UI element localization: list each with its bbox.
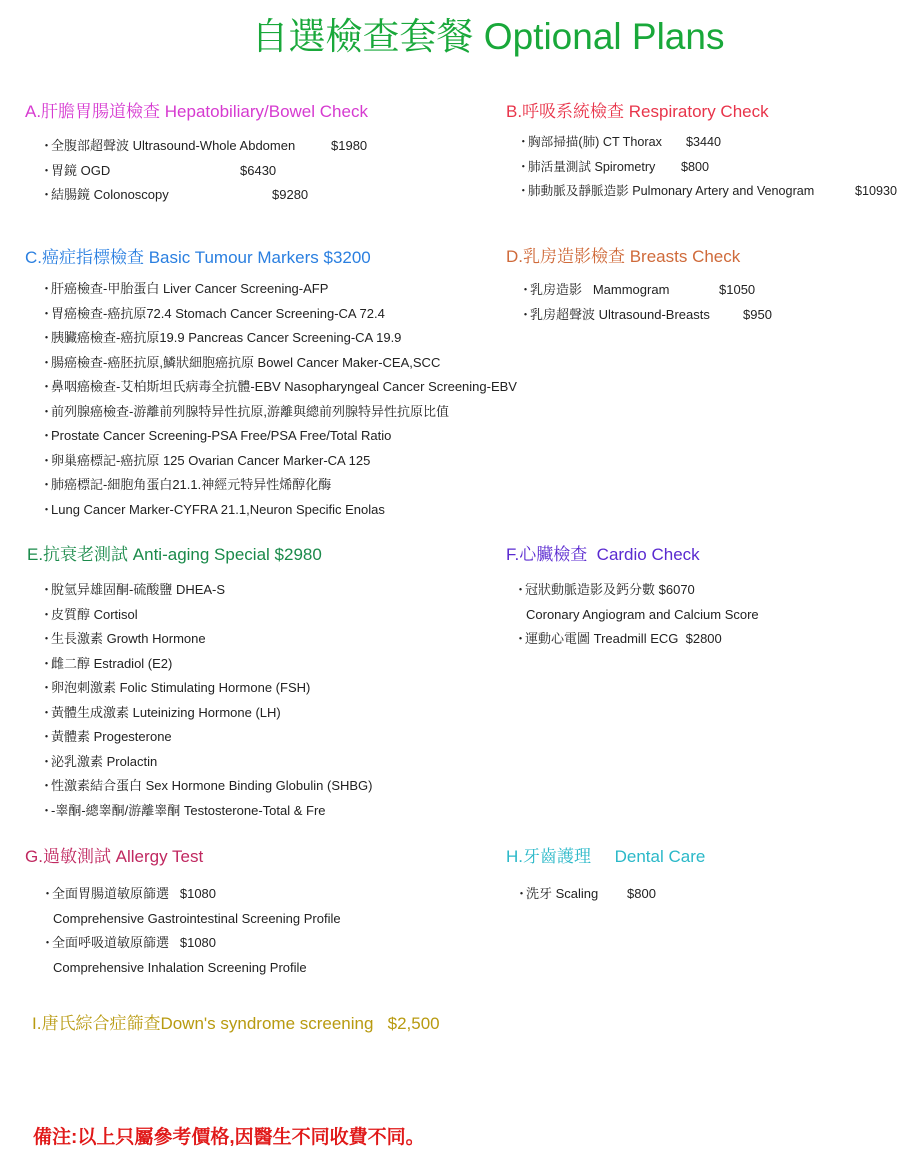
bullet: ・ <box>40 729 54 744</box>
item-name: 雌二醇 Estradiol (E2) <box>51 655 173 671</box>
section-a-heading: A.肝膽胃腸道檢查 Hepatobiliary/Bowel Check <box>25 102 368 121</box>
bullet: ・ <box>40 428 54 443</box>
item-price: $6070 <box>658 582 695 597</box>
section-b-list <box>517 130 897 204</box>
item-name: 卵泡刺激素 Folic Stimulating Hormone (FSH) <box>51 680 311 695</box>
item-name: 全腹部超聲波 Ultrasound-Whole Abdomen <box>51 138 296 153</box>
item-price: $800 <box>627 886 656 901</box>
list-item <box>40 774 373 799</box>
item-price: $1980 <box>331 138 368 153</box>
item-name: 肺活量測試 Spirometry <box>528 159 656 174</box>
section-a-list <box>40 134 367 208</box>
list-item <box>515 882 656 907</box>
bullet: ・ <box>40 305 54 321</box>
item-price: $1050 <box>719 282 756 297</box>
list-item <box>40 578 373 603</box>
section-g-heading: G.過敏測試 Allergy Test <box>25 847 204 866</box>
item-name: 胃鏡 OGD <box>51 162 111 178</box>
list-item <box>517 179 897 204</box>
list-item <box>40 400 517 425</box>
section-d-list <box>519 278 772 327</box>
list-item <box>40 375 517 400</box>
item-name: 生長激素 Growth Hormone <box>51 631 206 646</box>
item-subtitle: Comprehensive Inhalation Screening Profile <box>53 959 307 975</box>
list-item <box>40 725 373 750</box>
item-name: 運動心電圖 Treadmill ECG <box>525 631 679 646</box>
section-d-heading: D.乳房造影檢查 Breasts Check <box>506 247 741 266</box>
item-name: 肝癌檢查-甲胎蛋白 Liver Cancer Screening-AFP <box>51 281 329 296</box>
item-name: 冠狀動脈造影及鈣分數 <box>525 582 656 597</box>
section-g-list <box>41 882 341 980</box>
section-e-list <box>40 578 373 823</box>
list-item <box>40 351 517 376</box>
list-item <box>40 603 373 628</box>
bullet: ・ <box>40 606 54 622</box>
item-name: 胰臟癌檢查-癌抗原19.9 Pancreas Cancer Screening-CA 19.9 <box>51 330 402 345</box>
item-name: -睾酮-總睾酮/游離睾酮 Testosterone-Total & Fre <box>51 802 326 818</box>
bullet: ・ <box>519 306 533 322</box>
item-name: 全面胃腸道敏原篩選 <box>52 886 170 901</box>
list-item <box>519 303 772 328</box>
bullet: ・ <box>514 631 528 646</box>
item-price: $950 <box>743 306 772 322</box>
bullet: ・ <box>40 704 54 720</box>
item-price: $3440 <box>686 135 722 149</box>
section-h-list <box>515 882 656 907</box>
item-name: 肺動脈及靜脈造影 Pulmonary Artery and Venogram <box>528 184 815 198</box>
item-price: $2800 <box>685 631 722 646</box>
section-f-heading: F.心臟檢查 Cardio Check <box>506 545 700 564</box>
page-title: 自選檢查套餐 Optional Plans <box>251 16 725 57</box>
list-item <box>40 134 367 159</box>
bullet: ・ <box>514 582 528 597</box>
bullet: ・ <box>40 680 54 695</box>
list-item <box>40 652 373 677</box>
bullet: ・ <box>40 138 54 153</box>
bullet: ・ <box>40 379 54 394</box>
section-b-heading: B.呼吸系統檢查 Respiratory Check <box>506 102 769 121</box>
item-subtitle: Comprehensive Gastrointestinal Screening Profile <box>53 910 341 926</box>
bullet: ・ <box>517 135 530 149</box>
item-name: 黃體生成激素 Luteinizing Hormone (LH) <box>51 704 281 720</box>
item-price: $6430 <box>240 162 277 178</box>
bullet: ・ <box>40 778 54 793</box>
list-item <box>40 277 517 302</box>
item-price: $10930 <box>855 184 898 198</box>
list-item <box>514 627 759 652</box>
item-name: 泌乳激素 Prolactin <box>51 753 158 769</box>
item-price: $1080 <box>179 886 217 901</box>
section-c-list <box>40 277 517 522</box>
item-subtitle: Coronary Angiogram and Calcium Score <box>526 606 759 622</box>
list-item <box>40 676 373 701</box>
bullet: ・ <box>40 452 54 468</box>
list-item <box>40 159 367 184</box>
section-h-heading: H.牙齒護理 Dental Care <box>506 847 706 866</box>
item-name: 卵巢癌標記-癌抗原 125 Ovarian Cancer Marker-CA 125 <box>51 452 371 468</box>
item-name: 乳房造影 Mammogram <box>530 282 670 297</box>
list-item <box>519 278 772 303</box>
bullet: ・ <box>40 655 54 671</box>
bullet: ・ <box>40 802 54 818</box>
footer-note: 備注:以上只屬參考價格,因醫生不同收費不同。 <box>33 1127 425 1148</box>
list-item <box>40 302 517 327</box>
list-item <box>40 183 367 208</box>
bullet: ・ <box>41 886 55 901</box>
item-name: 洗牙 Scaling <box>526 886 599 901</box>
list-item <box>41 882 341 907</box>
item-name: 乳房超聲波 Ultrasound-Breasts <box>530 306 710 322</box>
list-item <box>40 627 373 652</box>
item-name: Prostate Cancer Screening-PSA Free/PSA Free/Total Ratio <box>51 428 392 443</box>
item-name: 結腸鏡 Colonoscopy <box>51 187 169 202</box>
bullet: ・ <box>41 935 55 950</box>
bullet: ・ <box>40 281 54 296</box>
item-name: 脫氫异雄固酮-硫酸鹽 DHEA-S <box>51 582 226 597</box>
item-name: 腸癌檢查-癌胚抗原,鱗狀細胞癌抗原 Bowel Cancer Maker-CEA,SCC <box>51 354 441 370</box>
list-item <box>40 326 517 351</box>
bullet: ・ <box>40 501 54 517</box>
item-price: $9280 <box>272 187 309 202</box>
bullet: ・ <box>519 282 533 297</box>
list-item <box>517 130 897 155</box>
list-item <box>40 473 517 498</box>
list-item <box>40 498 517 523</box>
item-name: 前列腺癌檢查-游離前列腺特异性抗原,游離與總前列腺特异性抗原比值 <box>51 403 449 419</box>
section-c-heading: C.癌症指標檢查 Basic Tumour Markers $3200 <box>25 248 371 267</box>
bullet: ・ <box>40 403 54 419</box>
section-f-list <box>514 578 759 652</box>
bullet: ・ <box>40 631 54 646</box>
item-name: 胸部掃描(肺) CT Thorax <box>528 135 662 149</box>
item-name: 胃癌檢查-癌抗原72.4 Stomach Cancer Screening-CA 72.4 <box>51 305 385 321</box>
bullet: ・ <box>40 477 54 492</box>
list-item <box>40 449 517 474</box>
bullet: ・ <box>40 330 54 345</box>
list-item <box>514 578 759 603</box>
list-item <box>41 931 341 956</box>
bullet: ・ <box>515 886 529 901</box>
item-price: $800 <box>681 159 710 174</box>
list-item <box>40 750 373 775</box>
item-price: $1080 <box>179 935 217 950</box>
item-name: 性激素結合蛋白 Sex Hormone Binding Globulin (SHBG) <box>51 778 373 793</box>
bullet: ・ <box>40 187 54 202</box>
bullet: ・ <box>40 753 54 769</box>
list-item <box>40 701 373 726</box>
bullet: ・ <box>517 184 530 198</box>
item-name: 黃體素 Progesterone <box>51 729 172 744</box>
bullet: ・ <box>40 354 54 370</box>
item-name: 全面呼吸道敏原篩選 <box>52 935 170 950</box>
item-name: 鼻咽癌檢查-艾柏斯坦氏病毒全抗體-EBV Nasopharyngeal Cancer Screening-EBV <box>51 379 517 394</box>
bullet: ・ <box>517 159 530 174</box>
list-item <box>40 424 517 449</box>
list-item <box>517 155 897 180</box>
bullet: ・ <box>40 162 54 178</box>
section-i-heading: I.唐氏綜合症篩查Down's syndrome screening $2,500 <box>32 1014 440 1033</box>
item-name: 皮質醇 Cortisol <box>51 606 138 622</box>
list-item <box>40 799 373 824</box>
bullet: ・ <box>40 582 54 597</box>
item-name: Lung Cancer Marker-CYFRA 21.1,Neuron Specific Enolas <box>51 501 385 517</box>
item-name: 肺癌標記-細胞角蛋白21.1.神經元特异性烯醇化酶 <box>51 477 332 492</box>
section-e-heading: E.抗衰老測試 Anti-aging Special $2980 <box>27 545 322 564</box>
